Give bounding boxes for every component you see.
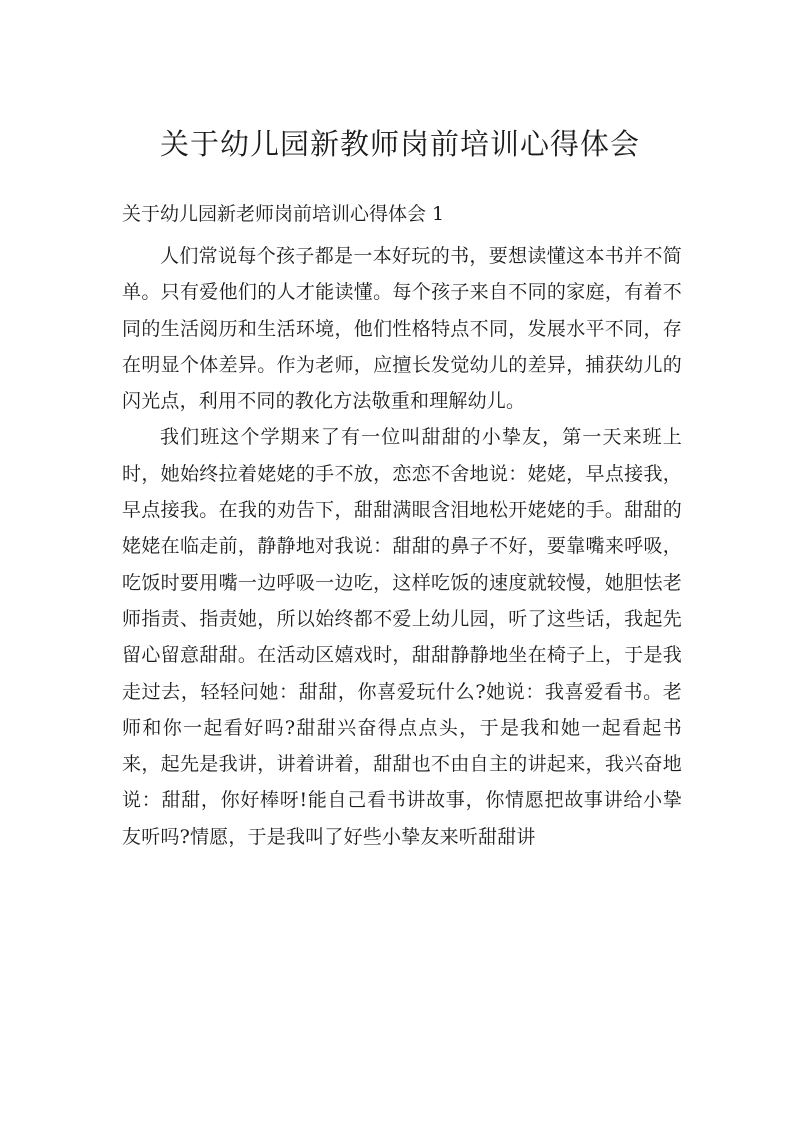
document-title: 关于幼儿园新教师岗前培训心得体会 [159, 127, 640, 161]
paragraph-2: 我们班这个学期来了有一位叫甜甜的小挚友，第一天来班上时，她始终拉着姥姥的手不放，恋恋不舍地说：姥姥，早点接我，早点接我。在我的劝告下，甜甜满眼含泪地松开姥姥的手。甜甜的姥姥在临走前，静静地对我说：甜甜的鼻子不好，要靠嘴来呼吸，吃饭时要用嘴一边呼吸一边吃，这样吃饭的速度就较慢，她胆怯老师指责、指责她，所以始终都不爱上幼儿园，听了这些话，我起先留心留意甜甜。在活动区嬉戏时，甜甜静静地坐在椅子上，于是我走过去，轻轻问她：甜甜，你喜爱玩什么?她说：我喜爱看书。老师和你一起看好吗?甜甜兴奋得点点头，于是我和她一起看起书来，起先是我讲，讲着讲着，甜甜也不由自主的讲起来，我兴奋地说：甜甜，你好棒呀!能自己看书讲故事，你情愿把故事讲给小挚友听吗?情愿，于是我叫了好些小挚友来听甜甜讲 [122, 426, 682, 848]
document-body [122, 238, 682, 855]
paragraph-1: 人们常说每个孩子都是一本好玩的书，要想读懂这本书并不简单。只有爱他们的人才能读懂。每个孩子来自不同的家庭，有着不同的生活阅历和生活环境，他们性格特点不同，发展水平不同，存在明显个体差异。作为老师，应擅长发觉幼儿的差异，捕获幼儿的闪光点，利用不同的教化方法敬重和理解幼儿。 [122, 245, 682, 413]
section-heading: 关于幼儿园新老师岗前培训心得体会 1 [122, 203, 445, 225]
